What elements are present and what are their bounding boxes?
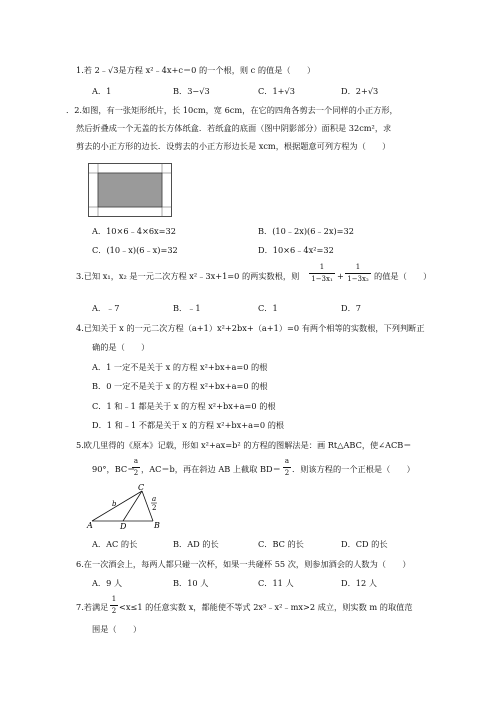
q6-option-d[interactable]: D．12 人 xyxy=(341,578,377,588)
q3-frac1-denominator: 1−3x₁ xyxy=(311,275,333,283)
q1-stem: 1.若 2﹣√3是方程 x²﹣4x+c＝0 的一个根，则 c 的值是（ ） xyxy=(76,65,316,75)
q5-option-b[interactable]: B．AD 的长 xyxy=(173,539,219,549)
q5-label-a: a xyxy=(152,495,157,503)
q5-label-A: A xyxy=(87,521,93,530)
q5-frac-b-bar xyxy=(283,467,291,468)
q6-stem: 6.在一次酒会上，每两人都只碰一次杯，如果一共碰杯 55 次，则参加酒会的人数为（ ） xyxy=(76,559,411,569)
q4-option-a[interactable]: A．1 一定不是关于 x 的方程 x²+bx+a=0 的根 xyxy=(92,362,268,372)
q3-stem-part2: 的值是（ ） xyxy=(374,271,432,281)
q5-frac-b-numerator: a xyxy=(284,457,290,465)
q5-option-d[interactable]: D．CD 的长 xyxy=(341,539,388,549)
q7-stem-part2: <x≤1 的任意实数 x，都能使不等式 2x³﹣x²﹣mx>2 成立，则实数 m 的取值范 xyxy=(119,602,413,612)
q6-option-b[interactable]: B．10 人 xyxy=(173,578,209,588)
q7-frac-numerator: 1 xyxy=(111,595,117,603)
q5-option-c[interactable]: C．BC 的长 xyxy=(258,539,304,549)
q3-frac2-numerator: 1 xyxy=(355,263,361,271)
q5-label-C: C xyxy=(138,483,145,492)
q4-stem-line1: 4.已知关于 x 的一元二次方程（a+1）x²+2bx+（a+1）=0 有两个相等的实数根，下列判断正 xyxy=(76,323,425,333)
q5-label-b: b xyxy=(112,500,117,508)
q4-option-d[interactable]: D．1 和﹣1 不都是关于 x 的方程 x²+bx+a=0 的根 xyxy=(92,420,285,430)
q5-option-a[interactable]: A．AC 的长 xyxy=(92,539,138,549)
q5-frac-b-denominator: 2 xyxy=(284,469,290,477)
q2-option-d[interactable]: D．10×6﹣4x²=32 xyxy=(258,245,334,255)
q1-option-c[interactable]: C．1+√3 xyxy=(258,86,295,96)
q1-option-d[interactable]: D．2+√3 xyxy=(341,86,379,96)
q5-label-D: D xyxy=(120,522,127,530)
q3-frac1-bar xyxy=(309,273,335,274)
q2-option-c[interactable]: C．(10﹣x)(6﹣x)=32 xyxy=(92,245,178,255)
q7-frac-denominator: 2 xyxy=(111,607,117,615)
q5-label-two: 2 xyxy=(152,504,157,512)
q5-stem-line2-c: ．则该方程的一个正根是（ ） xyxy=(292,464,415,474)
q5-frac-a-bar xyxy=(132,467,140,468)
q5-triangle-figure xyxy=(86,482,166,530)
q6-option-c[interactable]: C．11 人 xyxy=(258,578,294,588)
q2-option-a[interactable]: A．10×6﹣4×6x=32 xyxy=(92,226,176,236)
q5-stem-line2-a: 90°，BC＝ xyxy=(92,464,136,474)
q5-frac-a-numerator: a xyxy=(133,457,139,465)
q3-frac2-denominator: 1−3x₂ xyxy=(347,275,369,283)
q2-option-b[interactable]: B．(10﹣2x)(6﹣2x)=32 xyxy=(258,226,354,236)
q4-option-c[interactable]: C．1 和﹣1 都是关于 x 的方程 x²+bx+a=0 的根 xyxy=(92,401,276,411)
q3-option-d[interactable]: D．7 xyxy=(341,303,361,313)
q7-stem-part1: 7.若满足 xyxy=(76,602,109,612)
q3-stem-part1: 3.已知 x₁，x₂ 是一元二次方程 x²﹣3x+1=0 的两实数根，则 xyxy=(76,271,300,281)
q5-stem-line2-b: ，AC＝b，再在斜边 AB 上截取 BD＝ xyxy=(141,464,281,474)
q7-stem-line2: 围是（ ） xyxy=(92,624,142,634)
q5-label-B: B xyxy=(154,521,160,530)
q1-option-a[interactable]: A．1 xyxy=(92,86,112,96)
q5-stem-line1: 5.欧几里得的《原本》记载，形如 x²+ax=b² 的方程的图解法是：画 Rt△ABC，使∠ACB＝ xyxy=(76,440,412,450)
q2-stem-line1: ．2.如图，有一张矩形纸片，长 10cm，宽 6cm，在它的四角各剪去一个同样的小正方形， xyxy=(66,105,398,115)
q3-option-a[interactable]: A．﹣7 xyxy=(92,303,120,313)
q4-option-b[interactable]: B．0 一定不是关于 x 的方程 x²+bx+a=0 的根 xyxy=(92,381,268,391)
q4-stem-line2: 确的是（ ） xyxy=(92,342,150,352)
q6-option-a[interactable]: A．9 人 xyxy=(92,578,123,588)
q3-option-b[interactable]: B．﹣1 xyxy=(173,303,201,313)
q7-frac-bar xyxy=(110,605,118,606)
q3-plus: + xyxy=(337,271,344,281)
q1-option-b[interactable]: B．3−√3 xyxy=(173,86,210,96)
q5-frac-a-denominator: 2 xyxy=(133,469,139,477)
q2-stem-line3: 剪去的小正方形的边长．设剪去的小正方形边长是 xcm，根据题意可列方程为（ ） xyxy=(76,141,391,151)
q3-frac1-numerator: 1 xyxy=(319,263,325,271)
q3-option-c[interactable]: C．1 xyxy=(258,303,278,313)
q2-stem-line2: 然后折叠成一个无盖的长方体纸盒．若纸盒的底面（图中阴影部分）面积是 32cm²，求 xyxy=(76,123,392,133)
q3-frac2-bar xyxy=(345,273,371,274)
q2-figure-rectangle xyxy=(88,163,172,217)
